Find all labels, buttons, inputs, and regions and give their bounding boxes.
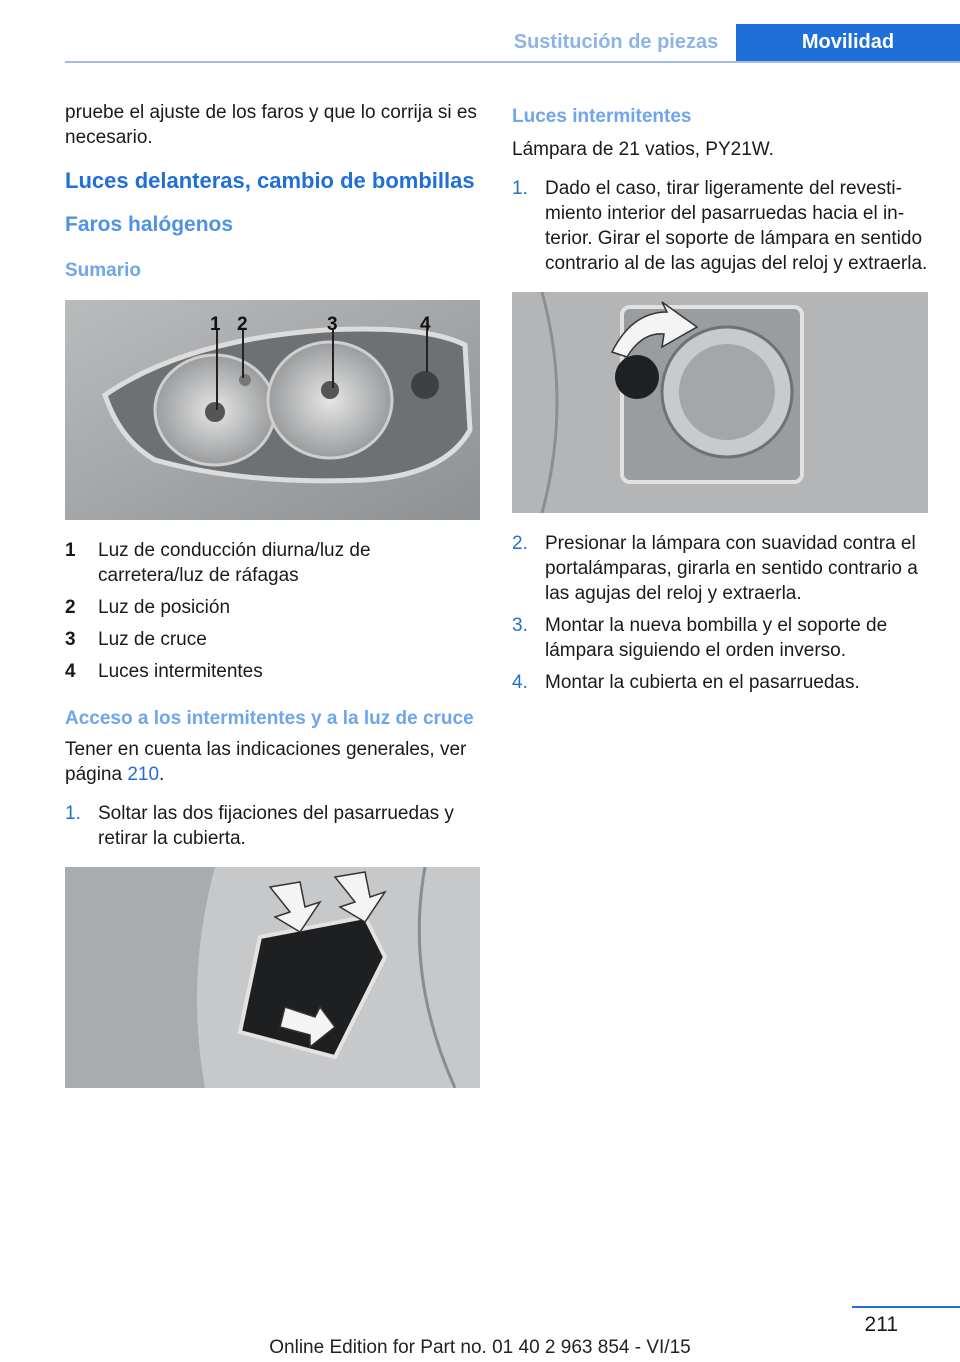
left-column — [65, 100, 480, 1106]
wheel-arch-cover-image — [65, 867, 480, 1088]
step-number: 1. — [512, 178, 528, 199]
access-text: Tener en cuenta las indicaciones generales, ver página — [65, 739, 467, 785]
legend-number: 2 — [65, 597, 76, 618]
step-number: 4. — [512, 672, 528, 693]
legend-number: 3 — [65, 629, 76, 650]
right-column — [512, 100, 928, 702]
legend-item — [65, 538, 480, 588]
heading-summary: Sumario — [65, 260, 142, 281]
callout-2: 2 — [237, 314, 248, 335]
step-text: Montar la cubierta en el pasarruedas. — [545, 672, 860, 693]
heading-halogen: Faros halógenos — [65, 213, 234, 236]
callout-4: 4 — [420, 314, 431, 335]
legend-text: Luz de cruce — [98, 629, 207, 650]
legend-text: Luces intermitentes — [98, 661, 263, 682]
footer-rule — [852, 1306, 960, 1308]
step-item — [512, 531, 928, 606]
lamp-socket-image — [512, 292, 928, 513]
header-section: Sustitución de piezas — [513, 31, 719, 53]
legend-item — [65, 595, 480, 620]
access-end: . — [159, 764, 165, 785]
step-number: 3. — [512, 615, 528, 636]
legend-item — [65, 627, 480, 652]
heading-turn-signals: Luces intermitentes — [512, 106, 692, 127]
page-link-210[interactable]: 210 — [127, 764, 160, 785]
step-text: Montar la nueva bombilla y el soporte de lámpara siguiendo el orden inverso. — [545, 615, 888, 661]
step-number: 1. — [65, 803, 81, 824]
legend-number: 1 — [65, 540, 76, 561]
headlight-overview-image — [65, 300, 480, 520]
step-item — [65, 801, 480, 851]
lamp-spec: Lámpara de 21 vatios, PY21W. — [512, 139, 774, 160]
step-item — [512, 613, 928, 663]
header-chapter-tab: Movilidad — [736, 24, 960, 61]
page-number: 211 — [864, 1313, 898, 1336]
legend-text: Luz de conducción diurna/luz de carretera/luz de ráfagas — [98, 540, 371, 586]
legend-item — [65, 659, 480, 684]
heading-headlights: Luces delanteras, cambio de bombillas — [65, 168, 475, 193]
callout-3: 3 — [327, 314, 338, 335]
step-item — [512, 176, 928, 276]
intro-paragraph: pruebe el ajuste de los faros y que lo corrija si es necesario. — [65, 102, 477, 148]
header-rule — [65, 61, 960, 63]
step-text: Presionar la lámpara con suavidad contra el portalámparas, girarla en sentido contrario a las agujas del reloj y extraerla. — [545, 533, 918, 604]
access-paragraph — [65, 737, 480, 787]
step-number: 2. — [512, 533, 528, 554]
callout-1: 1 — [210, 314, 221, 335]
step-item — [512, 670, 928, 695]
legend-text: Luz de posición — [98, 597, 231, 618]
step-text: Dado el caso, tirar ligeramente del revestimiento interior del pasarruedas hacia el interior. Girar el soporte de lámpara en sentido contrario al de las agujas del reloj y extraerla. — [545, 178, 928, 274]
edition-note: Online Edition for Part no. 01 40 2 963 854 - VI/15 — [269, 1337, 691, 1358]
step-text: Soltar las dos fijaciones del pasarruedas y retirar la cubierta. — [98, 803, 454, 849]
heading-access: Acceso a los intermitentes y a la luz de cruce — [65, 708, 474, 729]
legend-number: 4 — [65, 661, 76, 682]
legend-list — [65, 538, 480, 684]
